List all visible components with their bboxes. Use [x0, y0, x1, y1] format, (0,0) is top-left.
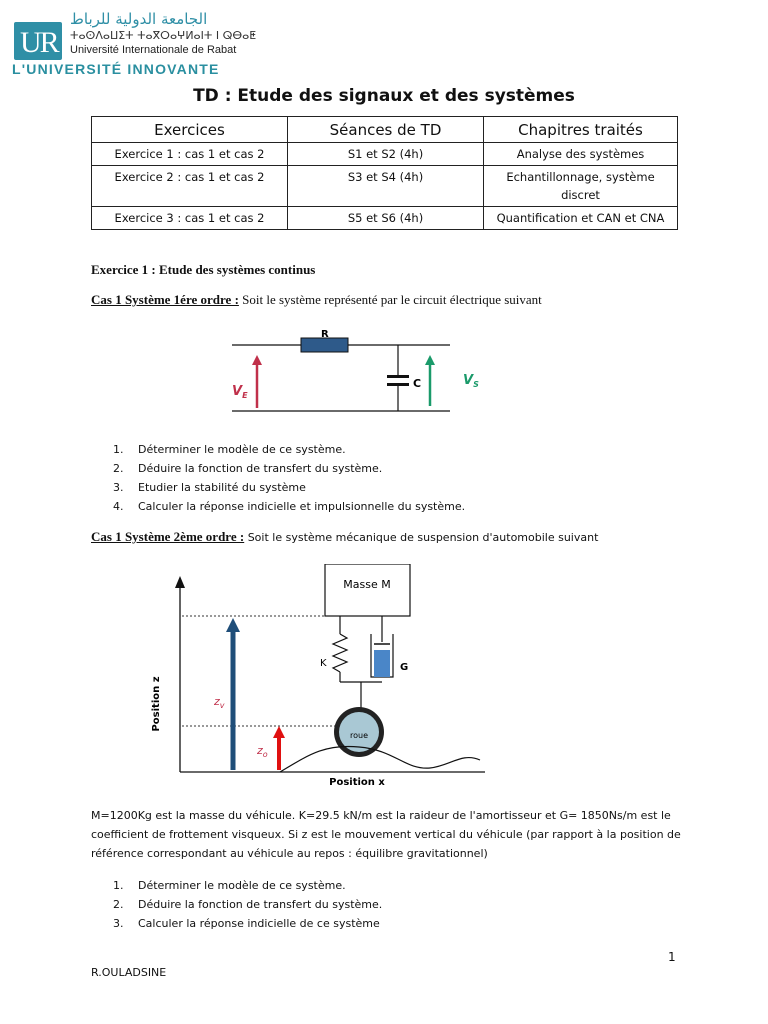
table-row	[92, 166, 678, 207]
logo-tifinagh-name: ⵜⴰⵙⴷⴰⵡⵉⵜ ⵜⴰⴳⵔⴰⵖⵍⴰⵏⵜ ⵏ ⵕⴱⴰⵟ	[70, 29, 257, 42]
table-header-cell: Séances de TD	[288, 117, 484, 143]
case1-question-list	[113, 440, 465, 516]
list-item: 1. Déterminer le modèle de ce système.	[113, 879, 346, 892]
list-item: 3. Etudier la stabilité du système	[113, 481, 306, 494]
output-voltage-label: $V_S$	[463, 373, 479, 389]
logo-letters: UR	[20, 26, 58, 59]
table-row	[92, 207, 678, 230]
zv-arrowhead	[226, 618, 240, 632]
resistor-label: R	[321, 329, 329, 340]
logo-arabic-name: الجامعة الدولية للرباط	[70, 10, 208, 28]
case1-label: Cas 1 Système 1ére ordre :	[91, 292, 239, 307]
logo-slogan: L'UNIVERSITÉ INNOVANTE	[12, 61, 220, 77]
table-cell: Analyse des systèmes	[484, 143, 678, 166]
resistor-symbol	[301, 338, 348, 352]
road-profile	[280, 746, 480, 772]
rc-circuit-diagram	[200, 322, 500, 422]
x-axis-label: Position x	[329, 777, 385, 788]
damper-fluid	[374, 650, 390, 677]
table-cell: Exercice 1 : cas 1 et cas 2	[92, 143, 288, 166]
zo-label: $z_o$	[257, 744, 268, 759]
case2-question-list	[113, 876, 382, 933]
list-item: 3. Calculer la réponse indicielle de ce système	[113, 917, 380, 930]
case2-intro	[91, 529, 598, 545]
y-axis-arrowhead	[175, 576, 185, 588]
case2-label: Cas 1 Système 2ème ordre :	[91, 529, 245, 544]
case1-intro	[91, 292, 542, 308]
document-title: TD : Etude des signaux et des systèmes	[193, 86, 575, 106]
table-cell: S5 et S6 (4h)	[288, 207, 484, 230]
mass-label: Masse M	[343, 578, 391, 591]
table-cell: Quantification et CAN et CNA	[484, 207, 678, 230]
page-number: 1	[668, 950, 676, 964]
table-row	[92, 143, 678, 166]
logo-french-name: Université Internationale de Rabat	[70, 44, 237, 56]
schedule-table	[91, 116, 678, 230]
table-cell: S1 et S2 (4h)	[288, 143, 484, 166]
input-voltage-label: $V_E$	[232, 384, 248, 400]
spring-label: K	[320, 658, 327, 669]
wheel-label: roue	[350, 731, 368, 740]
suspension-diagram	[140, 564, 500, 794]
table-header-cell: Exercices	[92, 117, 288, 143]
case1-text: Soit le système représenté par le circuit électrique suivant	[238, 292, 542, 307]
spring-symbol	[333, 634, 347, 672]
list-item: 4. Calculer la réponse indicielle et impulsionnelle du système.	[113, 500, 466, 513]
list-item: 1. Déterminer le modèle de ce système.	[113, 443, 346, 456]
list-item: 2. Déduire la fonction de transfert du système.	[113, 898, 383, 911]
footer-author: R.OULADSINE	[91, 966, 167, 979]
table-cell: Echantillonnage, système discret	[484, 166, 678, 207]
list-item: 2. Déduire la fonction de transfert du système.	[113, 462, 383, 475]
capacitor-label: C	[413, 377, 422, 390]
table-cell: S3 et S4 (4h)	[288, 166, 484, 207]
exercise1-heading: Exercice 1 : Etude des systèmes continus	[91, 262, 316, 277]
table-cell: Exercice 3 : cas 1 et cas 2	[92, 207, 288, 230]
zv-label: $z_v$	[214, 695, 225, 710]
case2-description: M=1200Kg est la masse du véhicule. K=29.5 kN/m est la raideur de l'amortisseur et G= 1850Ns/m est le coefficient de frottement visqueux. Si z est le mouvement vertical du véhicule (par rapport à la position de référence correspondant au véhicule au repos : équilibre gravitationnel)	[91, 809, 681, 860]
damper-label: G	[400, 662, 409, 673]
capacitor-plate	[387, 375, 409, 378]
input-voltage-arrowhead	[252, 355, 262, 365]
zo-arrowhead	[273, 726, 285, 738]
capacitor-plate	[387, 383, 409, 386]
table-header-cell: Chapitres traités	[484, 117, 678, 143]
case2-text: Soit le système mécanique de suspension d'automobile suivant	[244, 531, 599, 544]
table-header-row	[92, 117, 678, 143]
output-voltage-arrowhead	[425, 355, 435, 365]
university-logo	[14, 22, 62, 60]
y-axis-label: Position z	[151, 676, 162, 732]
table-cell: Exercice 2 : cas 1 et cas 2	[92, 166, 288, 207]
